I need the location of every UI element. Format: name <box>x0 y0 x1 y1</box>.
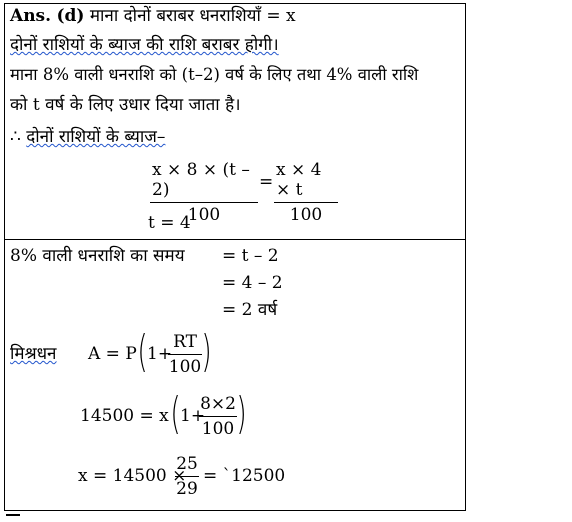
substitution-denominator: 100 <box>201 419 235 439</box>
time-step-1: = t – 2 <box>222 246 279 266</box>
answer-line-4: को t वर्ष के लिए उधार दिया जाता है। <box>10 95 241 115</box>
eq1-equals: = <box>259 172 274 192</box>
formula-lhs: A = P <box>88 344 137 364</box>
formula-fraction <box>168 332 202 377</box>
assumption-text: माना दोनों बराबर धनराशियाँ = x <box>89 6 296 26</box>
final-fraction <box>175 454 199 499</box>
answer-line-2: दोनों राशियों के ब्याज की राशि बराबर होगी। <box>10 35 279 55</box>
final-result: = `12500 <box>203 466 286 486</box>
compound-label: मिश्रधन <box>10 344 57 364</box>
answer-option: (d) <box>56 6 85 26</box>
eq1-lhs-denominator: 100 <box>187 205 221 225</box>
final-denominator: 29 <box>176 479 198 499</box>
substitution-fraction <box>199 394 237 439</box>
substitution-numerator: 8×2 <box>200 394 236 414</box>
answer-line-5 <box>10 127 165 147</box>
eq1-lhs-numerator: x × 8 × (t – 2) <box>152 160 250 200</box>
interest-heading: दोनों राशियों के ब्याज– <box>26 127 166 147</box>
formula-one-plus: 1+ <box>147 344 173 364</box>
formula-close-paren: ) <box>201 326 212 377</box>
formula-denominator: 100 <box>168 357 202 377</box>
answer-line-3: माना 8% वाली धनराशि को (t–2) वर्ष के लिए तथा 4% वाली राशि <box>10 65 419 84</box>
footer-dash <box>6 514 20 516</box>
time-step-2: = 4 – 2 <box>222 273 283 293</box>
substitution-lhs: 14500 = x <box>80 406 169 426</box>
final-lhs: x = 14500 × <box>78 466 187 486</box>
substitution-open-paren: ( <box>170 388 181 439</box>
answer-label: Ans. <box>10 6 52 26</box>
answer-line-1 <box>10 6 296 26</box>
final-numerator: 25 <box>176 454 198 474</box>
substitution-close-paren: ) <box>236 388 247 439</box>
therefore-symbol: ∴ <box>10 127 21 147</box>
formula-numerator: RT <box>173 332 197 352</box>
time-label: 8% वाली धनराशि का समय <box>10 246 185 266</box>
substitution-one-plus: 1+ <box>180 406 206 426</box>
result-t: t = 4 <box>148 213 191 233</box>
eq1-rhs-numerator: x × 4 × t <box>276 160 322 200</box>
time-step-3: = 2 वर्ष <box>222 300 278 320</box>
eq1-rhs-denominator: 100 <box>289 205 323 225</box>
eq1-rhs-fraction <box>274 160 338 225</box>
formula-open-paren: ( <box>137 326 148 377</box>
